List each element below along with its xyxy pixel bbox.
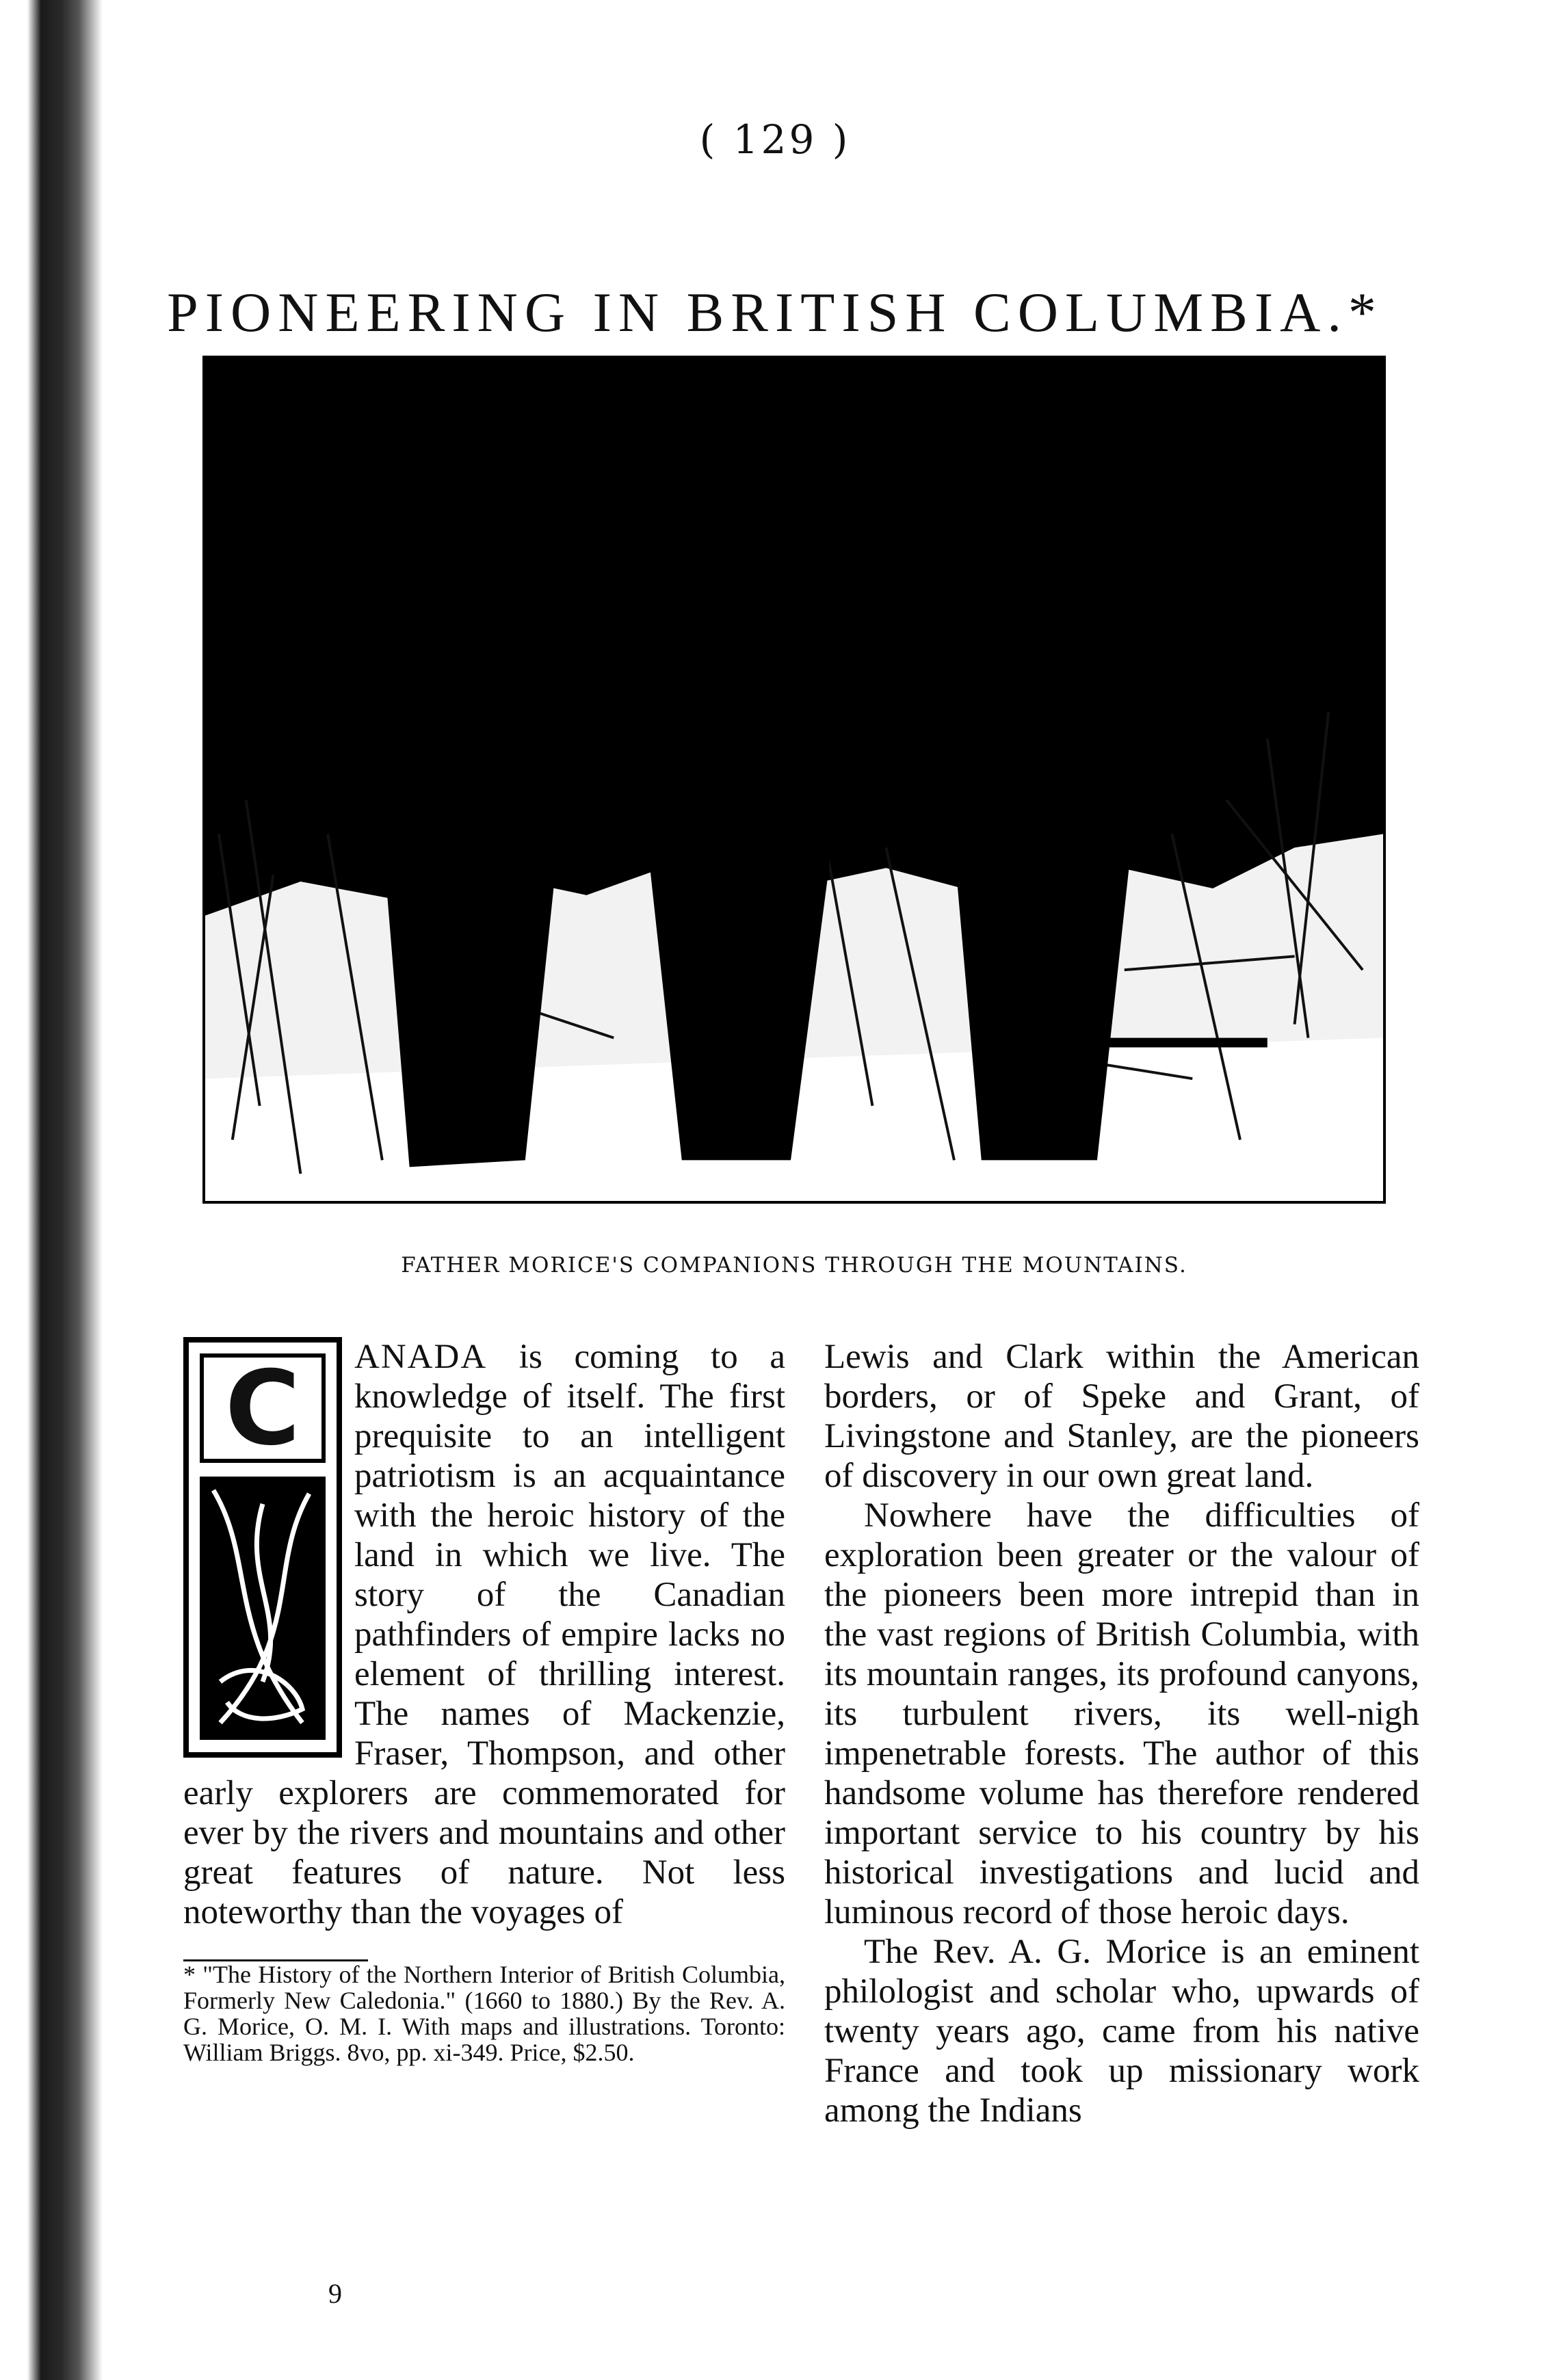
drop-cap-letter: C [200,1353,326,1463]
drop-cap [183,1337,342,1758]
paragraph-exploration: Nowhere have the difficulties of exploration been greater or the valour of the pioneers been more intrepid than in the vast regions of British Columbia, with its mountain ranges, its profound canyons, its turbulent rivers, its well-nigh impenetrable forests. The author of this handsome volume has therefore rendered important service to his country by his historical investigations and lucid and luminous record of those heroic days. [824,1496,1419,1931]
article-title: PIONEERING IN BRITISH COLUMBIA.* [167,280,1383,343]
left-column [183,1337,785,2065]
photo-caption: FATHER MORICE'S COMPANIONS THROUGH THE MOUNTAINS. [401,1253,1187,1278]
footnote: * "The History of the Northern Interior of British Columbia, Formerly New Caledonia." (1660 to 1880.) By the Rev. A. G. Morice, O. M. I. With maps and illustrations. Toronto: William Briggs. 8vo, pp. xi-349. Price, $2.50. [183,1961,785,2066]
right-column [824,1337,1419,2130]
opening-word: ANADA [354,1338,488,1376]
halftone-photograph [202,356,1386,1204]
intro-paragraph-text: is coming to a knowledge of itself. The first prequisite to an intelligent patriotism is an acquaintance with the heroic history of the land in which we live. The story of the Canadian pathfinders of empire lacks no element of thrilling interest. The names of Mackenzie, Fraser, Thompson, and other early explorers are commemorated for ever by the rivers and mountains and other great features of nature. Not less noteworthy than the voyages of [183,1338,785,1931]
signature-mark: 9 [328,2278,342,2309]
drop-cap-ornament-icon [200,1477,326,1740]
photo-silhouettes [205,358,1383,1201]
binding-shadow [0,0,116,2380]
paragraph-continued: Lewis and Clark within the American borders, or of Speke and Grant, of Livingstone and Stanley, are the pioneers of discovery in our own great land. [824,1338,1419,1495]
paragraph-morice: The Rev. A. G. Morice is an eminent philologist and scholar who, upwards of twenty years ago, came from his native France and took up missionary work among the Indians [824,1933,1419,2130]
page-number: ( 129 ) [699,116,851,163]
